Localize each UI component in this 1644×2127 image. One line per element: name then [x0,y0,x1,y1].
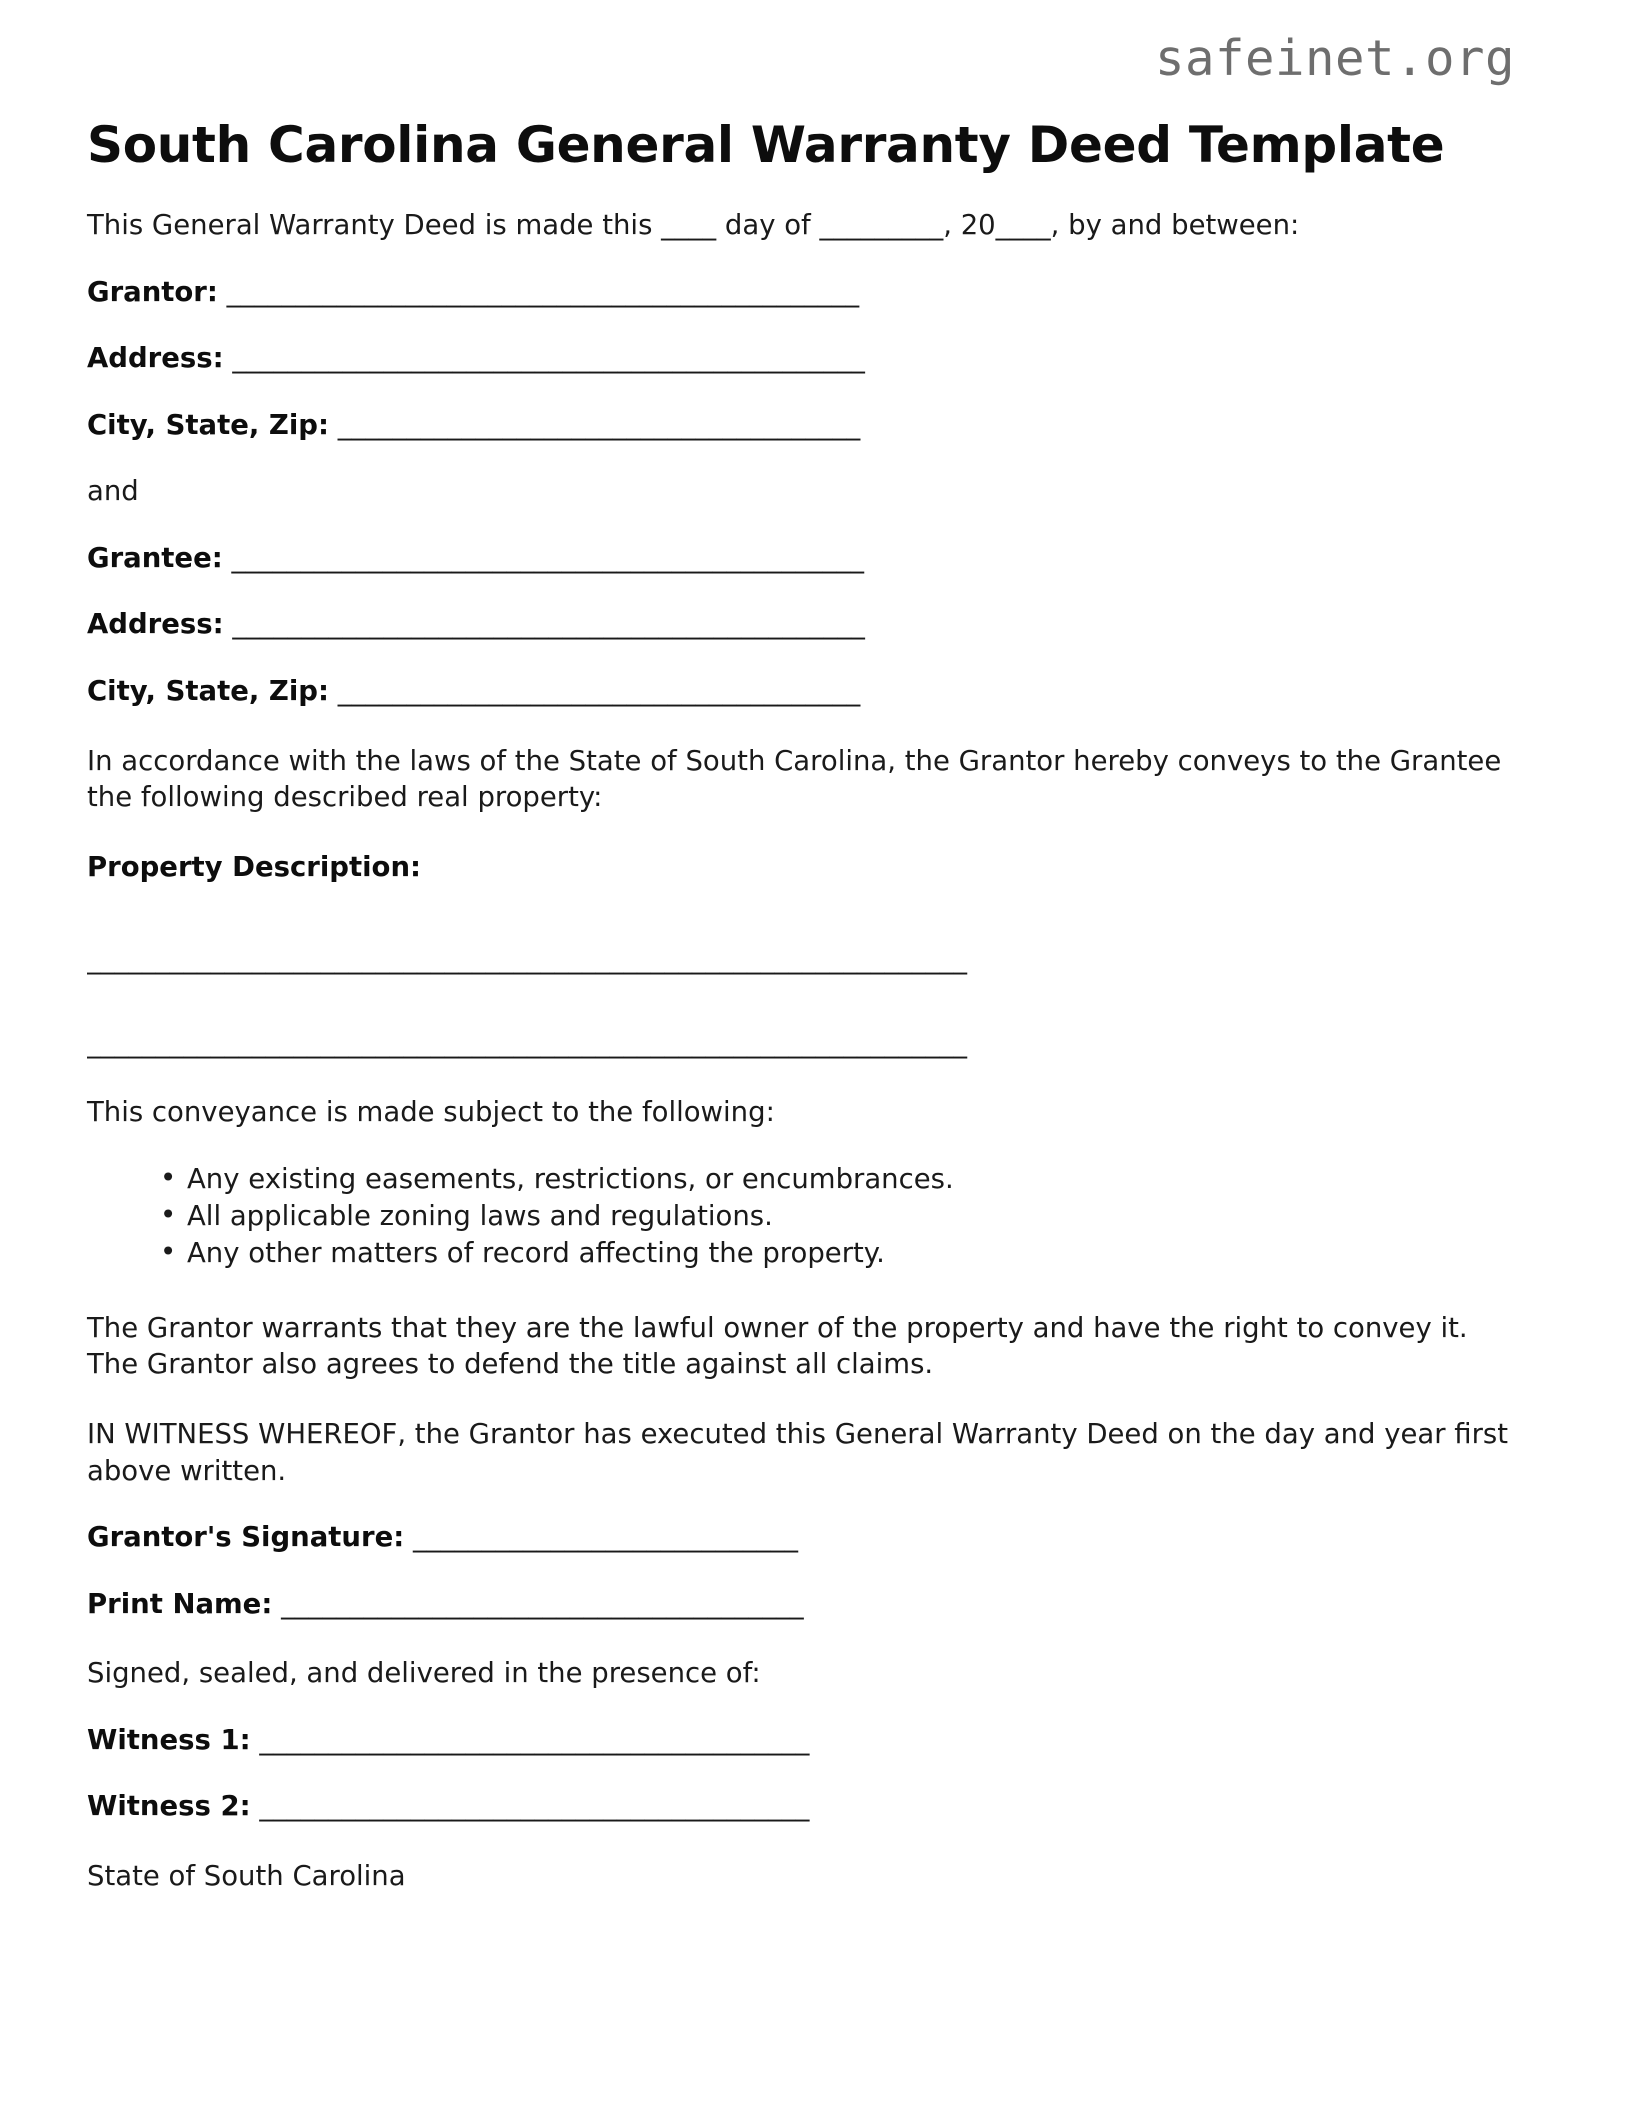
field-row-print-name [87,1586,1515,1623]
conjunction-and: and [87,475,139,508]
state-line: State of South Carolina [87,1859,406,1892]
list-item: • Any other matters of record affecting the property. [187,1235,1515,1272]
field-label: Witness 1: [87,1723,251,1756]
list-item: • All applicable zoning laws and regulations. [187,1198,1515,1235]
field-row-grantor-address [87,340,1515,377]
field-blank[interactable]: ______________________________________ [272,1587,804,1620]
field-row-grantee-address [87,606,1515,643]
intro-paragraph: This General Warranty Deed is made this ____ day of _________, 20____, by and between: [87,209,1300,241]
site-watermark: safeinet.org [1154,30,1515,87]
field-label: Witness 2: [87,1790,251,1823]
field-blank[interactable]: ______________________________________________ [222,541,864,574]
field-blank[interactable]: ______________________________________________ [217,275,860,308]
list-item: • Any existing easements, restrictions, or encumbrances. [187,1161,1515,1198]
conditions-list [87,1161,1515,1272]
property-description-heading: Property Description: [87,850,422,883]
subject-to-intro: This conveyance is made subject to the following: [87,1096,775,1129]
field-blank[interactable]: ________________________________________ [250,1723,810,1756]
page-title: South Carolina General Warranty Deed Template [87,116,1445,174]
field-blank[interactable]: ______________________________________ [328,408,861,441]
witness-whereof-clause: IN WITNESS WHEREOF, the Grantor has executed this General Warranty Deed on the day and year first above written. [87,1417,1509,1487]
field-blank[interactable]: ________________________________________ [250,1790,810,1823]
property-description-blank-2[interactable]: ________________________________________________________________ [87,1026,967,1059]
field-blank[interactable]: ____________________________ [404,1521,798,1554]
field-label: City, State, Zip: [87,674,329,707]
presence-note: Signed, sealed, and delivered in the presence of: [87,1657,761,1690]
field-label: Address: [87,608,224,641]
field-row-witness-1 [87,1722,1515,1759]
field-row-witness-2 [87,1788,1515,1825]
conveyance-clause: In accordance with the laws of the State of South Carolina, the Grantor hereby conveys to the Grantee the following described real property: [87,744,1502,814]
field-label: City, State, Zip: [87,408,329,441]
field-label: Grantor's Signature: [87,1521,405,1554]
warranty-clause: The Grantor warrants that they are the lawful owner of the property and have the right to convey it. The Grantor also agrees to defend the title against all claims. [87,1311,1468,1381]
field-label: Grantee: [87,541,223,574]
field-label: Print Name: [87,1587,273,1620]
property-description-blank-1[interactable]: ________________________________________________________________ [87,943,967,976]
field-row-grantor [87,274,1515,311]
field-blank[interactable]: ______________________________________________ [223,342,865,375]
field-row-grantor-city-state-zip [87,407,1515,444]
field-row-grantee-city-state-zip [87,673,1515,710]
field-blank[interactable]: ______________________________________ [328,674,861,707]
field-blank[interactable]: ______________________________________________ [223,608,865,641]
field-label: Address: [87,342,224,375]
field-label: Grantor: [87,275,218,308]
field-row-grantee [87,540,1515,577]
field-row-grantor-signature [87,1519,1515,1556]
